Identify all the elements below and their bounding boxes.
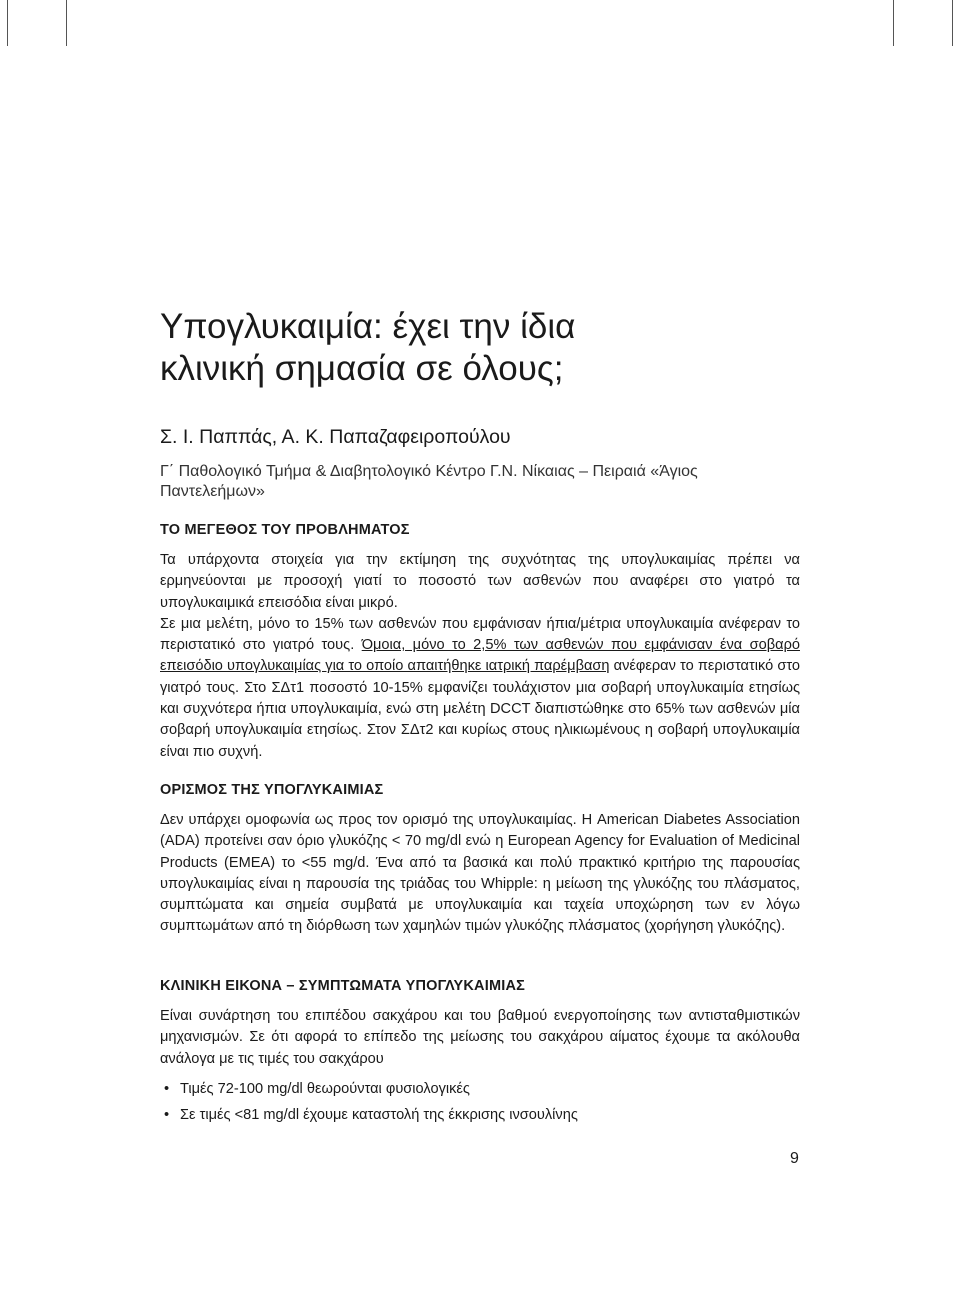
page-number: 9 [790,1150,799,1167]
paragraph-text: Τα υπάρχοντα στοιχεία για την εκτίμηση της συχνότητας της υπογλυκαιμίας πρέπει να ερμηνεύονται με προσοχή γιατί το ποσοστό των ασθενών που αναφέρει στο γιατρό τα υπογλυκαιμικά επεισόδια είναι μικρό. [160,552,800,611]
paragraph-text: ανέφεραν το περιστατικό στο γιατρό τους. Στο ΣΔτ1 ποσοστό 10-15% εμφανίζει τουλάχιστον μια σοβαρή υπογλυκαιμία ετησίως και συχνότερα ήπια υπογλυκαιμία, ενώ στη μελέτη DCCT διαπιστώθηκε στο 65% των ασθενών μία σοβαρή υπογλυκαιμία ετησίως. Στον ΣΔτ2 και κυρίως στους ηλικιωμένους η σοβαρή υπογλυκαιμία είναι πιο συχνή. [160,658,800,760]
section-clinical-picture [160,976,800,1128]
title-line: Υπογλυκαιμία: έχει την ίδια [160,307,576,346]
paragraph-text: Δεν υπάρχει ομοφωνία ως προς τον ορισμό της υπογλυκαιμίας. Η American Diabetes Association (ADA) προτείνει σαν όριο γλυκόζης < 70 mg/dl ενώ η European Agency for Evaluation of Medicinal Products (EMEA) το <55 mg/d. Ένα από τα βασικά και πολύ πρακτικό κριτήριο της παρουσίας υπογλυκαιμίας είναι η παρουσία της τριάδας του Whipple: η μείωση της γλυκόζης του πλάσματος, συμπτώματα και σημεία συμβατά με υπογλυκαιμία και ταχεία υποχώρηση των εν λόγω συμπτωμάτων από τη διόρθωση των χαμηλών τιμών γλυκόζης πλάσματος (χορήγηση γλυκόζης). [160,812,800,935]
page-title [160,306,800,390]
crop-mark [952,0,953,46]
section-definition [160,780,800,938]
paragraph-text: Σε μια μελέτη, μόνο το 15% των ασθενών που εμφάνισαν ήπια/μέτρια υπογλυκαιμία ανέφεραν το περιστατικό στο γιατρό τους. [160,615,800,654]
crop-mark [893,0,894,46]
bullet-icon: • [164,1080,170,1097]
section-heading: ΤΟ ΜΕΓΕΘΟΣ ΤΟΥ ΠΡΟΒΛΗΜΑΤΟΣ [160,522,410,538]
bullet-icon: • [164,1106,170,1123]
crop-mark [7,0,8,46]
paragraph [160,550,800,614]
affiliation: Γ΄ Παθολογικό Τμήμα & Διαβητολογικό Κέντρο Γ.Ν. Νίκαιας – Πειραιά «Άγιος Παντελεήμων» [160,463,698,500]
list-item-text: Τιμές 72-100 mg/dl θεωρούνται φυσιολογικές [180,1080,470,1097]
authors: Σ. Ι. Παππάς, Α. Κ. Παπαζαφειροπούλου [160,426,511,448]
list-item [160,1102,800,1128]
paragraph-text: Είναι συνάρτηση του επιπέδου σακχάρου και του βαθμού ενεργοποίησης των αντισταθμιστικών μηχανισμών. Σε ότι αφορά το επίπεδο της μείωσης του σακχάρου αίματος έχουμε τα ακόλουθα ανάλογα με τις τιμές του σακχάρου [160,1008,800,1067]
underlined-text: Όμοια, μόνο το 2,5% των ασθενών που εμφάνισαν ένα σοβαρό επεισόδιο υπογλυκαιμίας για το οποίο απαιτήθηκε ιατρική παρέμβαση [160,637,800,675]
section-heading: ΟΡΙΣΜΟΣ ΤΗΣ ΥΠΟΓΛΥΚΑΙΜΙΑΣ [160,782,384,798]
paragraph [160,810,800,938]
paragraph [160,1006,800,1070]
list-item [160,1076,800,1102]
crop-mark [66,0,67,46]
title-line: κλινική σημασία σε όλους; [160,349,564,388]
list-item-text: Σε τιμές <81 mg/dl έχουμε καταστολή της έκκρισης ινσουλίνης [180,1106,578,1123]
bullet-list [160,1076,800,1128]
paragraph [160,614,800,763]
section-heading: ΚΛΙΝΙΚΗ ΕΙΚΟΝΑ – ΣΥΜΠΤΩΜΑΤΑ ΥΠΟΓΛΥΚΑΙΜΙΑΣ [160,978,526,994]
section-problem-size [160,520,800,763]
